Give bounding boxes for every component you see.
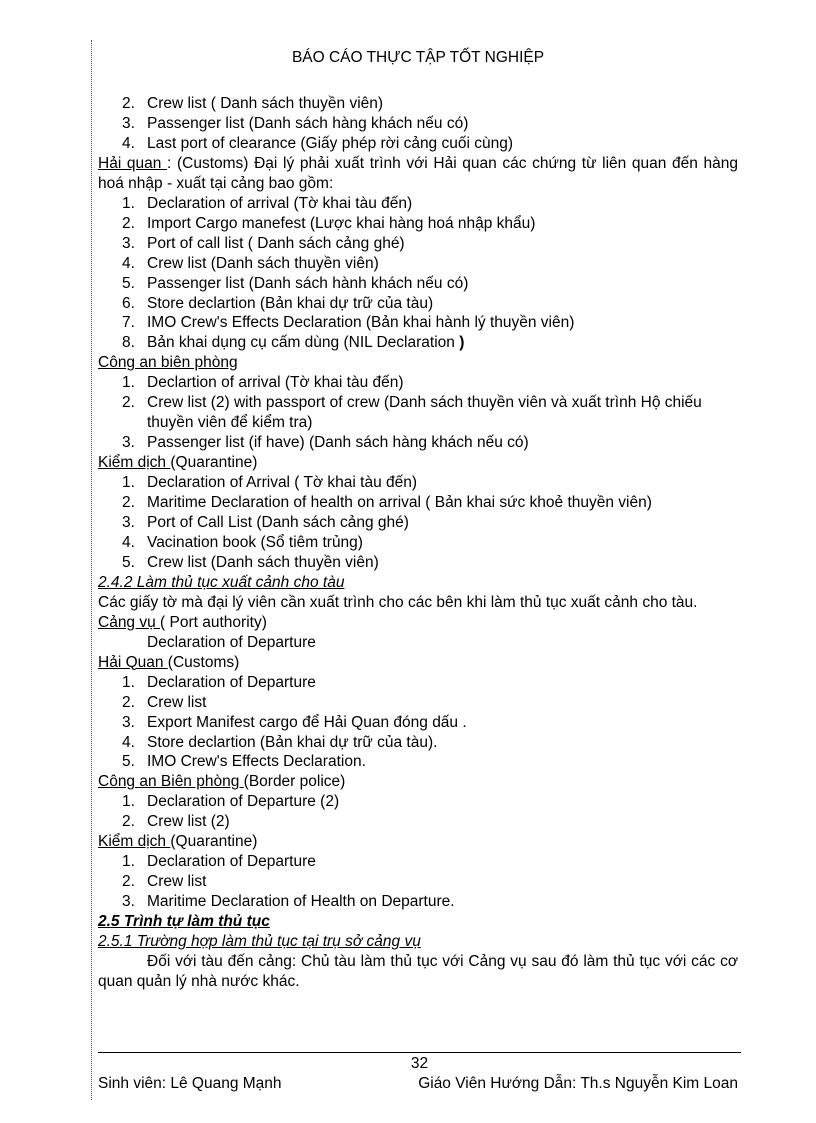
customs-out-heading: Hải Quan bbox=[98, 653, 168, 671]
customs-in-list bbox=[98, 194, 738, 354]
list-item: 1. Declaration of Departure (2) bbox=[122, 793, 340, 811]
list-item: 1. Declaration of Departure bbox=[122, 673, 316, 691]
list-item: 3. Passenger list (if have) (Danh sách hàng khách nếu có) bbox=[122, 434, 529, 452]
list-item: 5. IMO Crew's Effects Declaration. bbox=[122, 753, 366, 771]
section-2-4-2-text: Các giấy tờ mà đại lý viên cần xuất trình cho các bên khi làm thủ tục xuất cảnh cho tàu. bbox=[98, 593, 698, 611]
document-body bbox=[98, 94, 738, 992]
list-item: 2. Crew list (2) with passport of crew (Danh sách thuyền viên và xuất trình Hộ chiếu thuyền viên để kiểm tra) bbox=[122, 394, 702, 432]
list-top bbox=[98, 94, 738, 154]
list-item: 3. Port of call list ( Danh sách cảng ghé) bbox=[122, 234, 405, 252]
quarantine-out-heading: Kiểm dịch bbox=[98, 833, 171, 851]
list-item: 2. Maritime Declaration of health on arrival ( Bản khai sức khoẻ thuyền viên) bbox=[122, 494, 652, 512]
list-item: 2. Crew list ( Danh sách thuyền viên) bbox=[122, 95, 384, 112]
list-item: 1. Declaration of arrival (Tờ khai tàu đến) bbox=[122, 194, 413, 212]
border-out-list bbox=[98, 792, 738, 832]
list-item: 3. Export Manifest cargo để Hải Quan đóng dấu . bbox=[122, 713, 467, 731]
footer-advisor: Giáo Viên Hướng Dẫn: Th.s Nguyễn Kim Loan bbox=[418, 1075, 738, 1092]
customs-in-heading: Hải quan bbox=[98, 154, 168, 172]
list-item: 4. Vacination book (Sổ tiêm trủng) bbox=[122, 533, 363, 551]
customs-in-paragraph: Hải quan : (Customs) Đại lý phải xuất trình với Hải quan các chứng từ liên quan đến hàng hoá nhập - xuất tại cảng bao gồm: bbox=[98, 154, 738, 192]
section-2-5-1-text: Đối với tàu đến cảng: Chủ tàu làm thủ tục với Cảng vụ sau đó làm thủ tục với các cơ quan quản lý nhà nước khác. bbox=[98, 952, 738, 990]
list-item: 6. Store declartion (Bản khai dự trữ của tàu) bbox=[122, 294, 434, 312]
list-item: 4. Store declartion (Bản khai dự trữ của tàu). bbox=[122, 733, 438, 751]
port-out-heading: Cảng vụ bbox=[98, 613, 161, 631]
page-number: 32 bbox=[410, 1055, 429, 1072]
customs-out-heading-row: Hải Quan (Customs) bbox=[98, 653, 240, 671]
list-item: 2. Import Cargo manefest (Lược khai hàng hoá nhập khẩu) bbox=[122, 214, 536, 232]
list-item: 5. Crew list (Danh sách thuyền viên) bbox=[122, 553, 379, 571]
page-header: BÁO CÁO THỰC TẬP TỐT NGHIỆP bbox=[291, 49, 545, 66]
list-item: 1. Declartion of arrival (Tờ khai tàu đến) bbox=[122, 374, 404, 392]
quarantine-in-list bbox=[98, 473, 738, 573]
port-out-line: Declaration of Departure bbox=[147, 633, 316, 651]
customs-out-list bbox=[98, 673, 738, 773]
list-item: 7. IMO Crew's Effects Declaration (Bản khai hành lý thuyền viên) bbox=[122, 314, 575, 332]
list-item: 3. Port of Call List (Danh sách cảng ghé) bbox=[122, 514, 409, 532]
footer-rule bbox=[98, 1052, 741, 1053]
margin-line bbox=[91, 40, 92, 1100]
footer-student: Sinh viên: Lê Quang Mạnh bbox=[98, 1075, 282, 1092]
list-item: 2. Crew list bbox=[122, 873, 207, 891]
border-in-heading-row bbox=[98, 353, 738, 373]
list-item: 8. Bản khai dụng cụ cấm dùng (NIL Declaration ) bbox=[122, 334, 465, 352]
border-out-heading: Công an Biên phòng bbox=[98, 773, 244, 791]
list-item: 2. Crew list bbox=[122, 693, 207, 711]
quarantine-in-heading: Kiểm dịch bbox=[98, 454, 171, 472]
list-item: 1. Declaration of Departure bbox=[122, 853, 316, 871]
quarantine-out-heading-row: Kiểm dịch (Quarantine) bbox=[98, 833, 258, 851]
list-item: 2. Crew list (2) bbox=[122, 813, 230, 831]
quarantine-out-list bbox=[98, 852, 738, 912]
page-footer bbox=[98, 1074, 738, 1094]
list-item: 3. Maritime Declaration of Health on Departure. bbox=[122, 893, 455, 911]
border-in-heading: Công an biên phòng bbox=[98, 354, 238, 372]
list-item: 1. Declaration of Arrival ( Tờ khai tàu đến) bbox=[122, 474, 418, 492]
border-in-list bbox=[98, 373, 738, 453]
list-item: 4. Last port of clearance (Giấy phép rời cảng cuối cùng) bbox=[122, 134, 513, 152]
port-out-heading-row: Cảng vụ ( Port authority) bbox=[98, 613, 267, 631]
list-item: 5. Passenger list (Danh sách hành khách nếu có) bbox=[122, 274, 469, 292]
list-item: 3. Passenger list (Danh sách hàng khách nếu có) bbox=[122, 114, 469, 132]
section-2-4-2-heading: 2.4.2 Làm thủ tục xuất cảnh cho tàu bbox=[98, 573, 345, 591]
section-2-5-heading: 2.5 Trình tự làm thủ tục bbox=[98, 913, 270, 931]
section-2-5-1-heading: 2.5.1 Trường hợp làm thủ tục tại trụ sở cảng vụ bbox=[98, 933, 421, 951]
list-item: 4. Crew list (Danh sách thuyền viên) bbox=[122, 254, 379, 272]
border-out-heading-row: Công an Biên phòng (Border police) bbox=[98, 773, 346, 791]
quarantine-in-heading-row: Kiểm dịch (Quarantine) bbox=[98, 454, 258, 472]
